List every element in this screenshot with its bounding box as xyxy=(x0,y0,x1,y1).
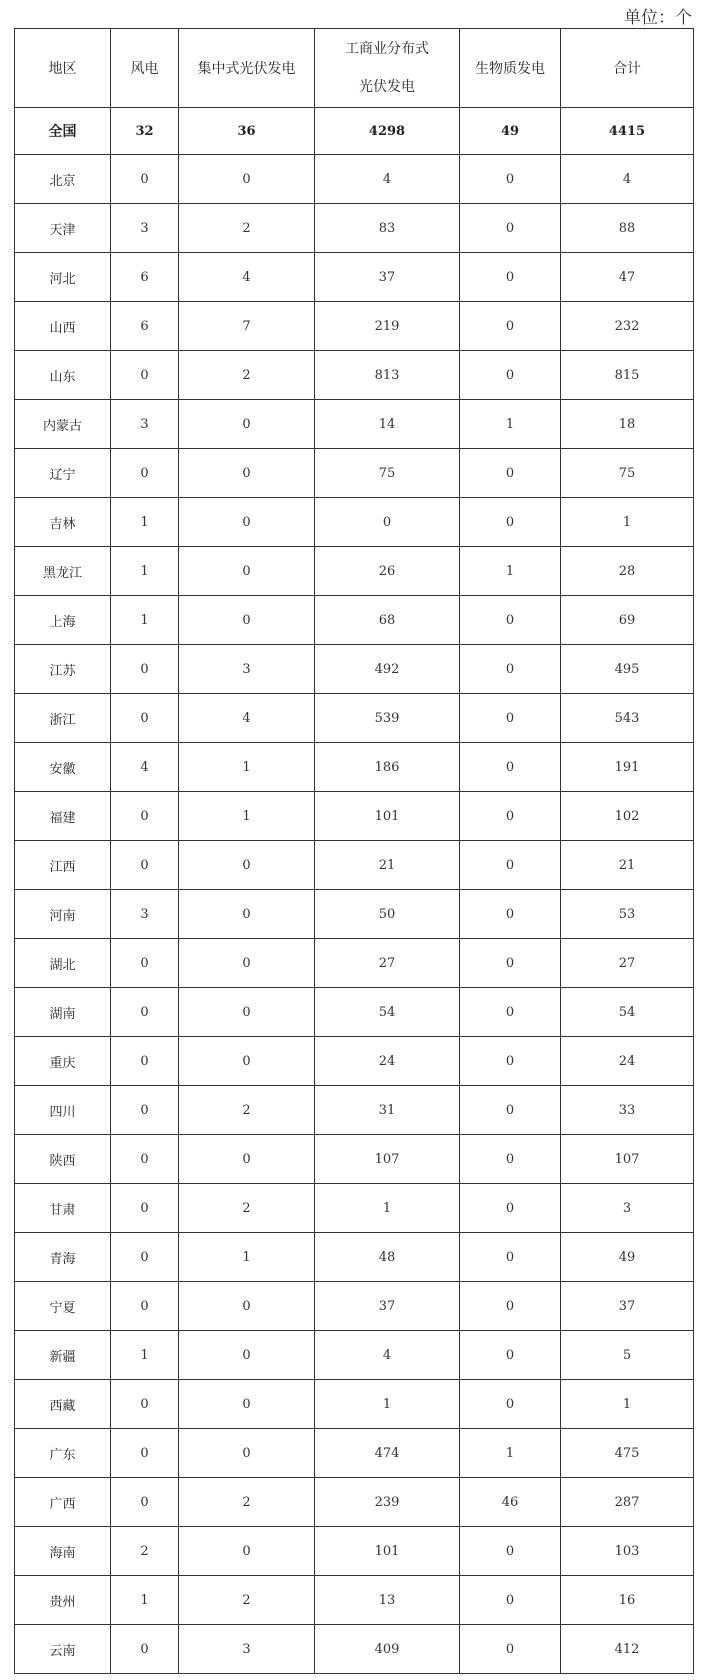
cell-sum: 232 xyxy=(561,302,694,351)
cell-biomass: 1 xyxy=(460,1429,561,1478)
cell-central-pv: 0 xyxy=(179,1331,315,1380)
cell-wind: 0 xyxy=(111,939,179,988)
cell-biomass: 0 xyxy=(460,743,561,792)
cell-ci-pv: 68 xyxy=(315,596,460,645)
cell-sum: 88 xyxy=(561,204,694,253)
cell-central-pv: 0 xyxy=(179,155,315,204)
table-row xyxy=(15,645,694,694)
cell-wind: 0 xyxy=(111,1037,179,1086)
cell-sum: 75 xyxy=(561,449,694,498)
cell-wind: 1 xyxy=(111,1576,179,1625)
cell-wind: 0 xyxy=(111,988,179,1037)
cell-region: 湖北 xyxy=(15,939,111,988)
cell-sum: 4 xyxy=(561,155,694,204)
cell-sum: 37 xyxy=(561,1282,694,1331)
total-ci-pv: 4298 xyxy=(315,108,460,155)
header-central-pv: 集中式光伏发电 xyxy=(179,29,315,108)
cell-wind: 0 xyxy=(111,351,179,400)
cell-biomass: 0 xyxy=(460,694,561,743)
cell-central-pv: 1 xyxy=(179,1233,315,1282)
cell-ci-pv: 539 xyxy=(315,694,460,743)
cell-region: 山西 xyxy=(15,302,111,351)
header-row xyxy=(15,29,694,108)
cell-ci-pv: 75 xyxy=(315,449,460,498)
cell-central-pv: 4 xyxy=(179,253,315,302)
cell-central-pv: 7 xyxy=(179,302,315,351)
cell-region: 云南 xyxy=(15,1625,111,1674)
cell-region: 广东 xyxy=(15,1429,111,1478)
cell-wind: 0 xyxy=(111,645,179,694)
cell-biomass: 0 xyxy=(460,890,561,939)
cell-central-pv: 1 xyxy=(179,792,315,841)
cell-region: 湖南 xyxy=(15,988,111,1037)
cell-wind: 0 xyxy=(111,1135,179,1184)
cell-biomass: 0 xyxy=(460,155,561,204)
cell-sum: 495 xyxy=(561,645,694,694)
cell-wind: 3 xyxy=(111,400,179,449)
cell-central-pv: 0 xyxy=(179,890,315,939)
cell-region: 新疆 xyxy=(15,1331,111,1380)
unit-label: 单位：个 xyxy=(624,8,692,28)
cell-biomass: 0 xyxy=(460,1184,561,1233)
header-biomass: 生物质发电 xyxy=(460,29,561,108)
cell-biomass: 0 xyxy=(460,1380,561,1429)
cell-biomass: 0 xyxy=(460,841,561,890)
cell-central-pv: 0 xyxy=(179,841,315,890)
cell-central-pv: 0 xyxy=(179,1429,315,1478)
cell-region: 安徽 xyxy=(15,743,111,792)
cell-ci-pv: 101 xyxy=(315,792,460,841)
cell-region: 广西 xyxy=(15,1478,111,1527)
cell-sum: 102 xyxy=(561,792,694,841)
cell-biomass: 0 xyxy=(460,1037,561,1086)
table-row xyxy=(15,204,694,253)
cell-biomass: 0 xyxy=(460,1086,561,1135)
cell-sum: 49 xyxy=(561,1233,694,1282)
cell-central-pv: 2 xyxy=(179,1184,315,1233)
cell-ci-pv: 4 xyxy=(315,155,460,204)
cell-region: 江西 xyxy=(15,841,111,890)
cell-wind: 2 xyxy=(111,1527,179,1576)
cell-wind: 0 xyxy=(111,792,179,841)
cell-central-pv: 4 xyxy=(179,694,315,743)
cell-sum: 287 xyxy=(561,1478,694,1527)
cell-sum: 412 xyxy=(561,1625,694,1674)
table-row xyxy=(15,1380,694,1429)
cell-wind: 0 xyxy=(111,1086,179,1135)
cell-region: 山东 xyxy=(15,351,111,400)
total-biomass: 49 xyxy=(460,108,561,155)
cell-ci-pv: 239 xyxy=(315,1478,460,1527)
cell-central-pv: 2 xyxy=(179,351,315,400)
table-row xyxy=(15,1331,694,1380)
table-row xyxy=(15,1037,694,1086)
cell-sum: 191 xyxy=(561,743,694,792)
cell-central-pv: 2 xyxy=(179,1086,315,1135)
table-row xyxy=(15,400,694,449)
cell-central-pv: 3 xyxy=(179,1625,315,1674)
cell-region: 辽宁 xyxy=(15,449,111,498)
cell-sum: 33 xyxy=(561,1086,694,1135)
table-row xyxy=(15,988,694,1037)
cell-wind: 0 xyxy=(111,1184,179,1233)
cell-ci-pv: 1 xyxy=(315,1184,460,1233)
cell-wind: 0 xyxy=(111,841,179,890)
cell-central-pv: 0 xyxy=(179,1282,315,1331)
table-row xyxy=(15,449,694,498)
cell-ci-pv: 26 xyxy=(315,547,460,596)
total-central-pv: 36 xyxy=(179,108,315,155)
header-ci-pv-line2: 光伏发电 xyxy=(359,79,415,95)
cell-biomass: 46 xyxy=(460,1478,561,1527)
total-region: 全国 xyxy=(15,108,111,155)
cell-region: 内蒙古 xyxy=(15,400,111,449)
cell-region: 吉林 xyxy=(15,498,111,547)
header-region: 地区 xyxy=(15,29,111,108)
table-row xyxy=(15,1233,694,1282)
cell-central-pv: 0 xyxy=(179,1380,315,1429)
total-wind: 32 xyxy=(111,108,179,155)
cell-wind: 0 xyxy=(111,1233,179,1282)
cell-ci-pv: 21 xyxy=(315,841,460,890)
cell-central-pv: 0 xyxy=(179,547,315,596)
table-row xyxy=(15,1625,694,1674)
table-row xyxy=(15,498,694,547)
cell-central-pv: 0 xyxy=(179,1527,315,1576)
cell-region: 黑龙江 xyxy=(15,547,111,596)
table-row xyxy=(15,1135,694,1184)
cell-biomass: 1 xyxy=(460,547,561,596)
cell-biomass: 0 xyxy=(460,1135,561,1184)
cell-sum: 1 xyxy=(561,498,694,547)
cell-region: 浙江 xyxy=(15,694,111,743)
cell-ci-pv: 101 xyxy=(315,1527,460,1576)
cell-region: 四川 xyxy=(15,1086,111,1135)
cell-region: 青海 xyxy=(15,1233,111,1282)
cell-ci-pv: 492 xyxy=(315,645,460,694)
table-row xyxy=(15,1478,694,1527)
cell-ci-pv: 48 xyxy=(315,1233,460,1282)
cell-wind: 0 xyxy=(111,1429,179,1478)
cell-region: 西藏 xyxy=(15,1380,111,1429)
cell-region: 甘肃 xyxy=(15,1184,111,1233)
cell-sum: 54 xyxy=(561,988,694,1037)
cell-biomass: 0 xyxy=(460,988,561,1037)
cell-sum: 103 xyxy=(561,1527,694,1576)
cell-wind: 4 xyxy=(111,743,179,792)
cell-ci-pv: 27 xyxy=(315,939,460,988)
cell-wind: 0 xyxy=(111,1282,179,1331)
cell-biomass: 0 xyxy=(460,1282,561,1331)
cell-biomass: 0 xyxy=(460,204,561,253)
header-wind: 风电 xyxy=(111,29,179,108)
cell-sum: 47 xyxy=(561,253,694,302)
table-row xyxy=(15,1576,694,1625)
cell-wind: 0 xyxy=(111,1380,179,1429)
table-row xyxy=(15,743,694,792)
cell-ci-pv: 31 xyxy=(315,1086,460,1135)
cell-wind: 6 xyxy=(111,253,179,302)
cell-sum: 28 xyxy=(561,547,694,596)
cell-wind: 0 xyxy=(111,694,179,743)
cell-biomass: 0 xyxy=(460,302,561,351)
cell-region: 贵州 xyxy=(15,1576,111,1625)
cell-sum: 543 xyxy=(561,694,694,743)
table-row xyxy=(15,1086,694,1135)
cell-ci-pv: 4 xyxy=(315,1331,460,1380)
cell-sum: 69 xyxy=(561,596,694,645)
cell-ci-pv: 0 xyxy=(315,498,460,547)
cell-ci-pv: 813 xyxy=(315,351,460,400)
cell-ci-pv: 14 xyxy=(315,400,460,449)
cell-sum: 24 xyxy=(561,1037,694,1086)
table-row xyxy=(15,792,694,841)
cell-biomass: 0 xyxy=(460,1576,561,1625)
cell-ci-pv: 107 xyxy=(315,1135,460,1184)
cell-biomass: 0 xyxy=(460,351,561,400)
cell-central-pv: 0 xyxy=(179,988,315,1037)
cell-ci-pv: 219 xyxy=(315,302,460,351)
cell-sum: 1 xyxy=(561,1380,694,1429)
cell-ci-pv: 54 xyxy=(315,988,460,1037)
cell-central-pv: 2 xyxy=(179,1478,315,1527)
cell-sum: 5 xyxy=(561,1331,694,1380)
table-row xyxy=(15,302,694,351)
cell-biomass: 0 xyxy=(460,645,561,694)
cell-biomass: 0 xyxy=(460,1331,561,1380)
table-row xyxy=(15,547,694,596)
cell-biomass: 0 xyxy=(460,1625,561,1674)
cell-central-pv: 0 xyxy=(179,1037,315,1086)
cell-sum: 18 xyxy=(561,400,694,449)
cell-wind: 0 xyxy=(111,1478,179,1527)
cell-biomass: 0 xyxy=(460,939,561,988)
cell-biomass: 0 xyxy=(460,596,561,645)
cell-biomass: 0 xyxy=(460,253,561,302)
header-total: 合计 xyxy=(561,29,694,108)
cell-central-pv: 0 xyxy=(179,1135,315,1184)
cell-ci-pv: 24 xyxy=(315,1037,460,1086)
table-row xyxy=(15,1184,694,1233)
cell-region: 河北 xyxy=(15,253,111,302)
cell-sum: 16 xyxy=(561,1576,694,1625)
cell-central-pv: 0 xyxy=(179,400,315,449)
cell-central-pv: 0 xyxy=(179,596,315,645)
cell-central-pv: 0 xyxy=(179,939,315,988)
cell-wind: 3 xyxy=(111,890,179,939)
cell-ci-pv: 50 xyxy=(315,890,460,939)
cell-wind: 3 xyxy=(111,204,179,253)
cell-ci-pv: 186 xyxy=(315,743,460,792)
cell-wind: 1 xyxy=(111,547,179,596)
cell-wind: 6 xyxy=(111,302,179,351)
cell-wind: 1 xyxy=(111,596,179,645)
cell-region: 重庆 xyxy=(15,1037,111,1086)
cell-region: 海南 xyxy=(15,1527,111,1576)
cell-region: 江苏 xyxy=(15,645,111,694)
table-row xyxy=(15,351,694,400)
table-row xyxy=(15,155,694,204)
total-sum: 4415 xyxy=(561,108,694,155)
cell-region: 宁夏 xyxy=(15,1282,111,1331)
national-total-row xyxy=(15,108,694,155)
table-row xyxy=(15,596,694,645)
cell-central-pv: 1 xyxy=(179,743,315,792)
cell-ci-pv: 37 xyxy=(315,1282,460,1331)
table-row xyxy=(15,253,694,302)
table-row xyxy=(15,1527,694,1576)
header-ci-pv xyxy=(315,29,460,108)
cell-region: 河南 xyxy=(15,890,111,939)
cell-sum: 107 xyxy=(561,1135,694,1184)
cell-central-pv: 3 xyxy=(179,645,315,694)
table-row xyxy=(15,694,694,743)
cell-sum: 3 xyxy=(561,1184,694,1233)
cell-wind: 1 xyxy=(111,498,179,547)
cell-central-pv: 2 xyxy=(179,204,315,253)
cell-region: 福建 xyxy=(15,792,111,841)
cell-wind: 0 xyxy=(111,155,179,204)
cell-biomass: 0 xyxy=(460,498,561,547)
cell-central-pv: 2 xyxy=(179,1576,315,1625)
cell-biomass: 0 xyxy=(460,449,561,498)
table-row xyxy=(15,890,694,939)
cell-region: 陕西 xyxy=(15,1135,111,1184)
cell-biomass: 0 xyxy=(460,792,561,841)
cell-sum: 27 xyxy=(561,939,694,988)
cell-sum: 815 xyxy=(561,351,694,400)
cell-sum: 53 xyxy=(561,890,694,939)
cell-ci-pv: 13 xyxy=(315,1576,460,1625)
cell-ci-pv: 37 xyxy=(315,253,460,302)
cell-central-pv: 0 xyxy=(179,498,315,547)
cell-region: 上海 xyxy=(15,596,111,645)
cell-biomass: 0 xyxy=(460,1233,561,1282)
table-row xyxy=(15,939,694,988)
cell-biomass: 1 xyxy=(460,400,561,449)
table-row xyxy=(15,1282,694,1331)
cell-ci-pv: 474 xyxy=(315,1429,460,1478)
table-row xyxy=(15,841,694,890)
cell-ci-pv: 1 xyxy=(315,1380,460,1429)
cell-ci-pv: 83 xyxy=(315,204,460,253)
table-row xyxy=(15,1429,694,1478)
cell-wind: 0 xyxy=(111,1625,179,1674)
cell-central-pv: 0 xyxy=(179,449,315,498)
cell-sum: 21 xyxy=(561,841,694,890)
header-ci-pv-line1: 工商业分布式 xyxy=(345,41,429,57)
cell-region: 北京 xyxy=(15,155,111,204)
cell-sum: 475 xyxy=(561,1429,694,1478)
cell-region: 天津 xyxy=(15,204,111,253)
cell-wind: 1 xyxy=(111,1331,179,1380)
cell-biomass: 0 xyxy=(460,1527,561,1576)
data-table xyxy=(14,28,694,1674)
cell-wind: 0 xyxy=(111,449,179,498)
cell-ci-pv: 409 xyxy=(315,1625,460,1674)
